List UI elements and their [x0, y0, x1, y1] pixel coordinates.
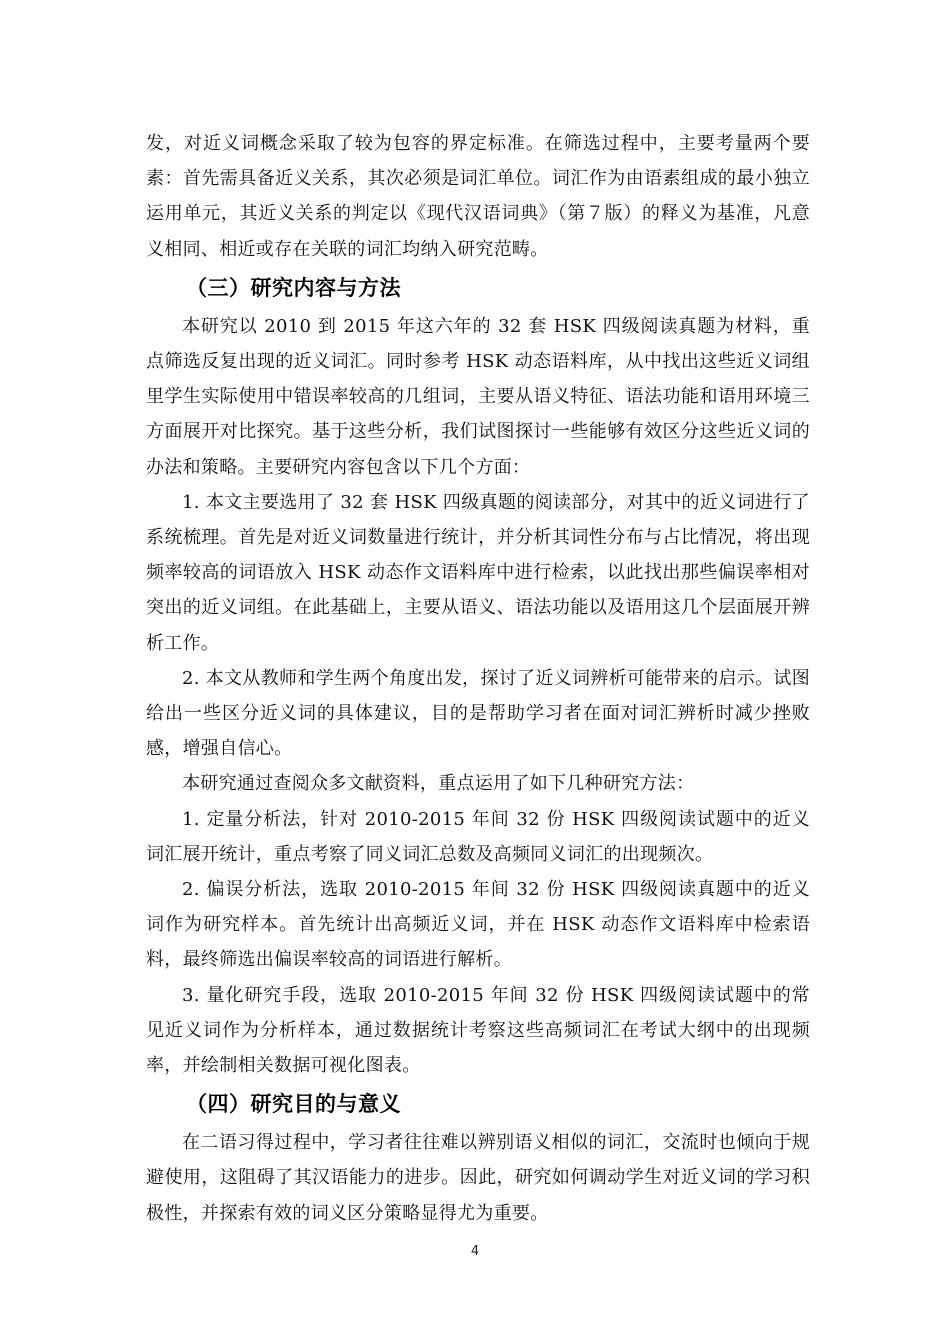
page-body	[146, 126, 810, 1231]
section-heading-4: （四）研究目的与意义	[186, 1092, 401, 1117]
page-number: 4	[470, 1244, 480, 1259]
section-3-paragraph-method-1: 1. 定量分析法，针对 2010-2015 年间 32 份 HSK 四级阅读试题中的近义词汇展开统计，重点考察了同义词汇总数及高频同义词汇的出现频次。	[146, 808, 810, 865]
section-3-paragraph-methods-intro: 本研究通过查阅众多文献资料，重点运用了如下几种研究方法：	[182, 773, 695, 795]
section-3-paragraph-intro: 本研究以 2010 到 2015 年这六年的 32 套 HSK 四级阅读真题为材料，重点筛选反复出现的近义词汇。同时参考 HSK 动态语料库，从中找出这些近义词组里学生实际使用中错误率较高的几组词，主要从语义特征、语法功能和语用环境三方面展开对比探究。基于这些分析，我们试图探讨一些能够有效区分这些近义词的办法和策略。主要研究内容包含以下几个方面：	[146, 315, 810, 478]
section-heading-3: （三）研究内容与方法	[186, 275, 401, 300]
section-3-paragraph-method-3: 3. 量化研究手段，选取 2010-2015 年间 32 份 HSK 四级阅读试题中的常见近义词作为分析样本，通过数据统计考察这些高频词汇在考试大纲中的出现频率，并绘制相关数据可视化图表。	[146, 984, 810, 1077]
section-3-paragraph-item-2: 2. 本文从教师和学生两个角度出发，探讨了近义词辨析可能带来的启示。试图给出一些区分近义词的具体建议，目的是帮助学习者在面对词汇辨析时减少挫败感，增强自信心。	[146, 667, 810, 760]
section-3-paragraph-item-1: 1. 本文主要选用了 32 套 HSK 四级真题的阅读部分，对其中的近义词进行了系统梳理。首先是对近义词数量进行统计，并分析其词性分布与占比情况，将出现频率较高的词语放入 HSK 动态作文语料库中进行检索，以此找出那些偏误率相对突出的近义词组。在此基础上，主要从语义、语法功能以及语用这几个层面展开辨析工作。	[146, 491, 810, 654]
continued-paragraph: 发，对近义词概念采取了较为包容的界定标准。在筛选过程中，主要考量两个要素：首先需具备近义关系，其次必须是词汇单位。词汇作为由语素组成的最小独立运用单元，其近义关系的判定以《现代汉语词典》（第７版）的释义为基准，凡意义相同、相近或存在关联的词汇均纳入研究范畴。	[146, 133, 810, 260]
section-4-paragraph: 在二语习得过程中，学习者往往难以辨别语义相似的词汇，交流时也倾向于规避使用，这阻碍了其汉语能力的进步。因此，研究如何调动学生对近义词的学习积极性，并探索有效的词义区分策略显得尤为重要。	[146, 1132, 810, 1224]
section-3-paragraph-method-2: 2. 偏误分析法，选取 2010-2015 年间 32 份 HSK 四级阅读真题中的近义词作为研究样本。首先统计出高频近义词，并在 HSK 动态作文语料库中检索语料，最终筛选出偏误率较高的词语进行解析。	[146, 879, 810, 971]
